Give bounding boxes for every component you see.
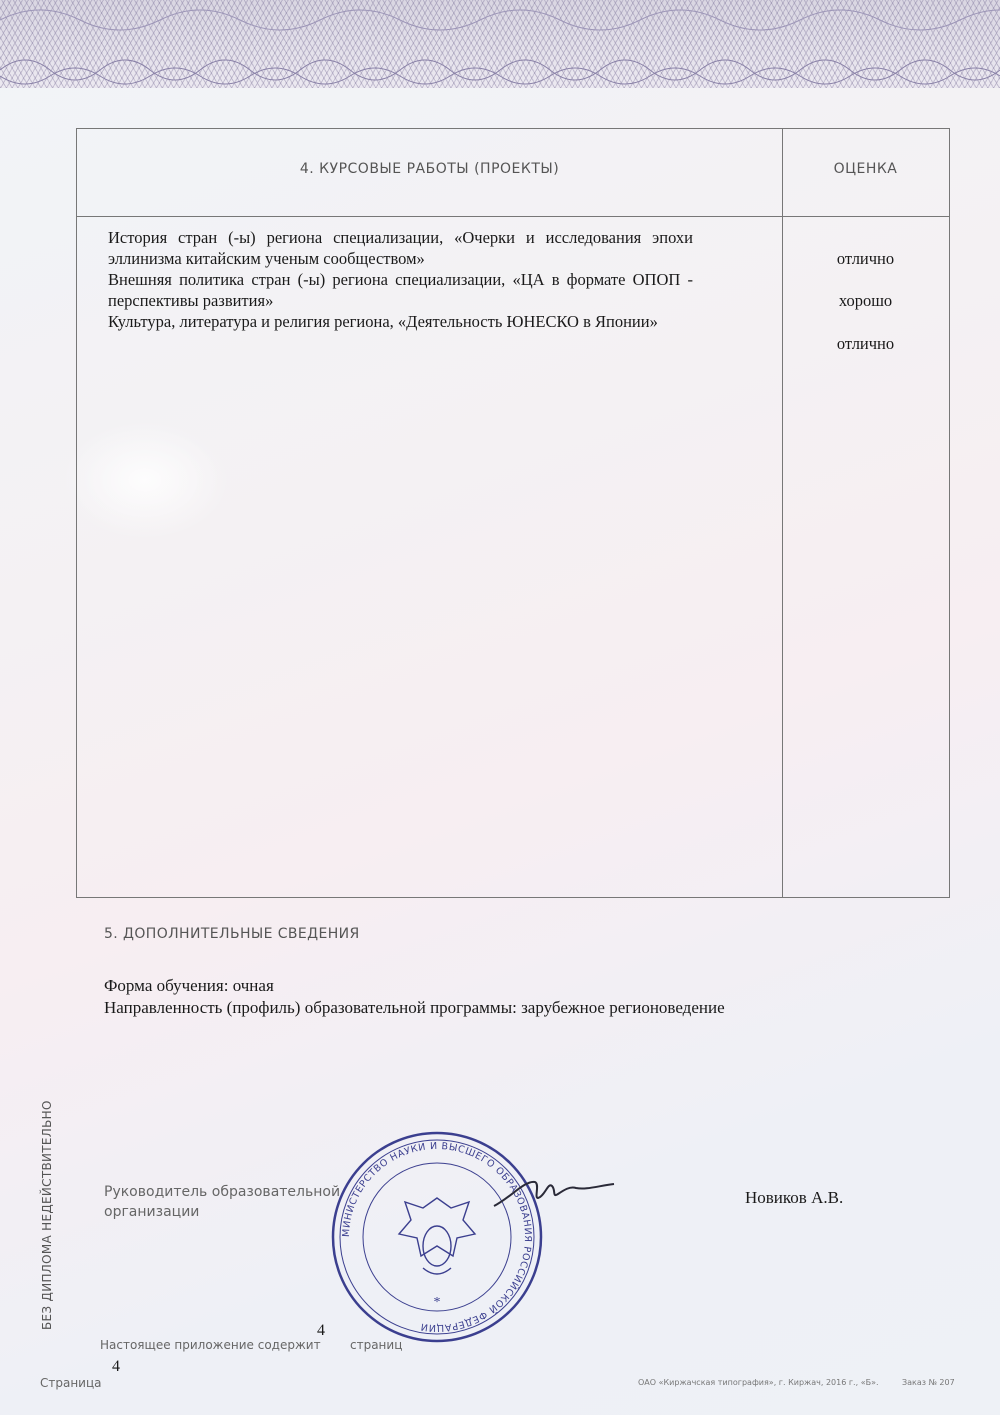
- official-stamp: [328, 1128, 546, 1346]
- header-divider: [77, 216, 949, 217]
- signature: [490, 1168, 620, 1213]
- guilloche-border: [0, 0, 1000, 88]
- coursework-list: [108, 227, 693, 332]
- order-number: Заказ № 207: [902, 1378, 955, 1387]
- coursework-table: [76, 128, 950, 898]
- pages-prefix: Настоящее приложение содержит: [100, 1338, 321, 1352]
- program-focus: Направленность (профиль) образовательной программы: зарубежное регионоведение: [104, 998, 725, 1017]
- svg-text:*: *: [433, 1295, 441, 1310]
- printer-imprint: ОАО «Киржачская типография», г. Киржач, 2016 г., «Б».: [638, 1378, 879, 1387]
- study-form: Форма обучения: очная: [104, 976, 274, 995]
- guilloche-pattern: [0, 0, 1000, 88]
- coursework-title: История стран (-ы) региона специализации, «Очерки и исследования эпохи эллинизма китайским ученым сообществом»: [108, 228, 693, 268]
- header-grade: ОЦЕНКА: [833, 161, 898, 177]
- pages-suffix: страниц: [350, 1338, 403, 1352]
- coursework-title: Внешняя политика стран (-ы) региона специализации, «ЦА в формате ОПОП - перспективы развития»: [108, 270, 693, 310]
- coursework-grade: хорошо: [838, 291, 893, 310]
- coursework-grade: отлично: [836, 249, 895, 268]
- coursework-grade: отлично: [836, 334, 895, 353]
- header-coursework: 4. КУРСОВЫЕ РАБОТЫ (ПРОЕКТЫ): [299, 161, 560, 177]
- page-number: 4: [112, 1358, 120, 1375]
- svg-text:МИНИСТЕРСТВО НАУКИ И ВЫСШЕГО О: МИНИСТЕРСТВО НАУКИ И ВЫСШЕГО ОБРАЗОВАНИЯ РОССИЙСКОЙ ФЕДЕРАЦИИ: [340, 1140, 534, 1334]
- pages-count: 4: [317, 1322, 325, 1339]
- column-divider: [782, 129, 783, 897]
- validity-note: БЕЗ ДИПЛОМА НЕДЕЙСТВИТЕЛЬНО: [40, 1100, 54, 1330]
- head-of-organization-label: Руководитель образовательной организации: [104, 1184, 341, 1220]
- coursework-title: Культура, литература и религия региона, «Деятельность ЮНЕСКО в Японии»: [108, 312, 658, 331]
- additional-info-heading: 5. ДОПОЛНИТЕЛЬНЫЕ СВЕДЕНИЯ: [104, 926, 360, 942]
- page-label: Страница: [40, 1376, 102, 1390]
- head-name: Новиков А.В.: [745, 1188, 844, 1207]
